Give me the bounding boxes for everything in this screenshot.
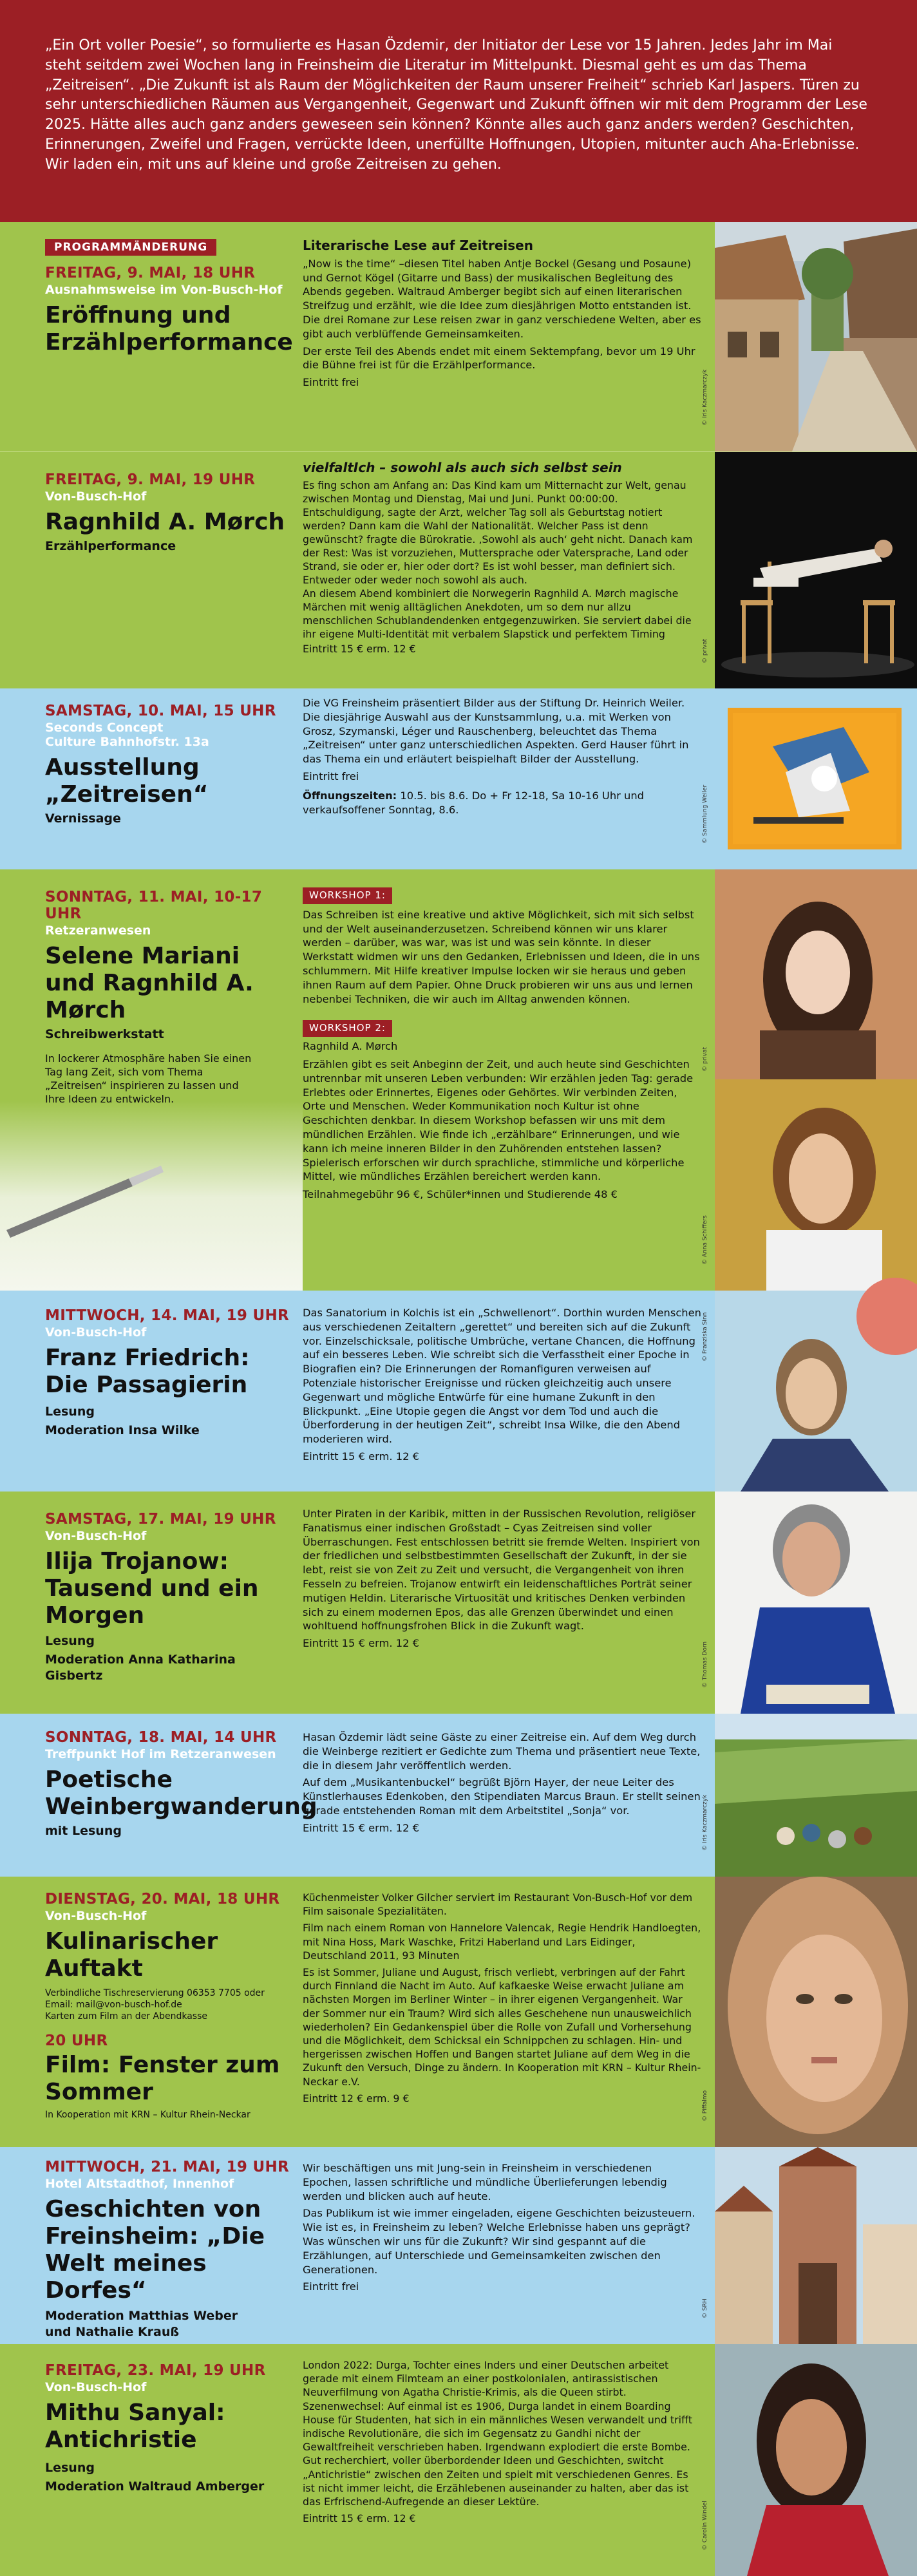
portrait-photos [702, 869, 917, 1291]
event-date: SAMSTAG, 17. MAI, 19 UHR [45, 1511, 276, 1528]
event-title: Franz Friedrich: Die Passagierin [45, 1345, 250, 1398]
event-place: Ausnahmsweise im Von-Busch-Hof [45, 283, 283, 297]
event-place: Treffpunkt Hof im Retzeranwesen [45, 1747, 276, 1761]
event-village-stories [0, 2147, 917, 2344]
photo-credit: © Sammlung Weiler [702, 784, 708, 844]
photo-credit: © Thomas Dorn [702, 1641, 708, 1688]
village-street-photo [702, 222, 917, 451]
event-text: Wir beschäftigen uns mit Jung-sein in Freinsheim in verschiedenen Epochen, lassen schriftliche und mündliche Überlieferungen lebendig werden und blicken auch auf heute. [303, 2162, 667, 2202]
event-reading-friedrich [0, 1291, 917, 1492]
event-place: Seconds Concept Culture Bahnhofstr. 13a [45, 721, 209, 749]
photo-credit: © Carolin Windel [702, 2501, 708, 2550]
event-time: 20 UHR [45, 2032, 108, 2049]
event-subtitle: Lesung [45, 1405, 95, 1419]
portrait-photo [702, 1291, 917, 1492]
reservation-text: Verbindliche Tischreservierung 06353 7705 oder [45, 1988, 265, 1998]
event-note: In lockerer Atmosphäre haben Sie einen Tag lang Zeit, sich vom Thema „Zeitreisen“ inspirieren zu lassen und Ihre Ideen zu entwickeln. [45, 1052, 252, 1105]
event-exhibition [0, 688, 917, 869]
event-date: SONNTAG, 11. MAI, 10-17 UHR [45, 889, 263, 922]
portrait-photo [702, 2344, 917, 2576]
event-title: Eröffnung und Erzählperformance [45, 302, 293, 355]
event-title: Mithu Sanyal: Antichristie [45, 2400, 225, 2453]
event-admission: Eintritt 15 € erm. 12 € [303, 1821, 419, 1834]
event-title: Poetische Weinbergwanderung [45, 1766, 317, 1820]
event-place: Von-Busch-Hof [45, 1909, 147, 1923]
event-title: Geschichten von Freinsheim: „Die Welt meines Dorfes“ [45, 2196, 265, 2304]
event-text: Hasan Özdemir lädt seine Gäste zu einer Zeitreise ein. Auf dem Weg durch die Weinberge rezitiert er Gedichte zum Thema und präsentiert neue Texte, die in diesem Jahr veröffentlich werden. [303, 1731, 701, 1772]
event-text: Küchenmeister Volker Gilcher serviert im Restaurant Von-Busch-Hof vor dem Film saisonale Spezialitäten. [303, 1891, 693, 1918]
event-admission: Eintritt 15 € erm. 12 € [303, 2512, 416, 2525]
photo-credit: © Franziska Sinn [702, 1312, 708, 1361]
portrait-photo [702, 1492, 917, 1714]
event-date: FREITAG, 23. MAI, 19 UHR [45, 2362, 266, 2379]
hours-label: Öffnungszeiten: [303, 789, 397, 802]
workshop-left-panel [0, 869, 303, 1291]
photo-credit: © SRH [702, 2298, 708, 2318]
event-subtitle: mit Lesung [45, 1824, 122, 1838]
workshop1-label: WORKSHOP 1: [303, 887, 392, 904]
event-moderation: Moderation Matthias Weber und Nathalie Krauß [45, 2309, 238, 2339]
photo-credit: © privat [702, 1046, 708, 1072]
event-text: An diesem Abend kombiniert die Norwegerin Ragnhild A. Mørch magische Märchen mit wenig alltäglichen Anekdoten, um so dem nur allzu menschlichen Schublandendenken entgegenzuwirken. Sie serviert dabei die ihr eigene Multi-Identität mit verbalem Slapstick und perfektem Timing [303, 587, 692, 640]
event-reading-trojanow [0, 1492, 917, 1714]
event-text: Der erste Teil des Abends endet mit einem Sektempfang, bevor um 19 Uhr die Bühne frei ist für die Erzählperformance. [303, 345, 695, 372]
event-admission: Eintritt frei [303, 376, 359, 389]
event-text: Film nach einem Roman von Hannelore Valencak, Regie Hendrik Handloegten, mit Nina Hoss, Mark Waschke, Fritzi Haberland und Lars Eidinger, Deutschland 2011, 93 Minuten [303, 1922, 701, 1962]
event-date: FREITAG, 9. MAI, 19 UHR [45, 471, 256, 488]
town-gate-photo [702, 2147, 917, 2344]
event-subtitle: Lesung [45, 1634, 95, 1648]
event-text: Das Sanatorium in Kolchis ist ein „Schwellenort“. Dorthin wurden Menschen aus verschiedenen Zeitaltern „gerettet“ und bereiten sich auf die Zukunft vor. Einzelschicksale, politische Umbrüche, vertane Chancen, die Hoffnung auf ein besseres Leben. Wie schreibt sich die Verfasstheit einer Epoche in Biografien ein? Die Erinnerungen der Romanfiguren verweisen auf Potenziale historischer Ereignisse und rücken gleichzeitig auch unsere Gegenwart und mögliche Entwürfe für eine humane Zukunft in den Blickpunkt. „Eine Utopie gegen die Angst vor dem Tod und auch die Überforderung in der heutigen Zeit“, schreibt Insa Wilke, die den Abend moderieren wird. [303, 1307, 701, 1446]
event-subtitle: Erzählperformance [45, 539, 176, 553]
event-text: Unter Piraten in der Karibik, mitten in der Russischen Revolution, religiöser Fanatismus einer indischen Großstadt – Cyas Zeitreisen sind voller Überraschungen. Fest entschlossen betritt sie fremde Welten. Inspiriert von der friedlichen und selbstbestimmten Gesellschaft der Zukunft, in der sie lebt, reist sie von Zeit zu Zeit und versucht, die Vergangenheit von ihren Fesseln zu befreien. Trojanow entwirft ein leidenschaftliches Porträt seiner mutigen Heldin. Literarische Virtuosität und kritisches Denken verbinden sich zu einem modernen Epos, das alle Grenzen überwindet und einen wohltuend hoffnungsfrohen Blick in die Zukunft wagt. [303, 1508, 700, 1633]
workshop2-label: WORKSHOP 2: [303, 1020, 392, 1037]
photo-credit: © Piffalmo [702, 2090, 708, 2121]
event-admission: Eintritt 15 € erm. 12 € [303, 1450, 419, 1463]
event-admission: Teilnahmegebühr 96 €, Schüler*innen und Studierende 48 € [303, 1188, 618, 1201]
reservation-email: Email: mail@von-busch-hof.de [45, 2000, 182, 2010]
event-text: Es fing schon am Anfang an: Das Kind kam um Mitternacht zur Welt, genau zwischen Montag und Dienstag, Mai und Juni. Punkt 00:00:00. Entschuldigung, sagte der Arzt, welcher Tag soll als Geburtstag notiert werden? Dann kam die Wahl der Nationalität. Welcher Pass ist denn gewünscht? fragte die Bürokratie. ‚Sowohl als auch‘ geht nicht. Danach kam der Rest: Was ist vorzuziehen, Muttersprache oder Vatersprache, Land oder Strand, sie oder er, hier oder dort? Es ist wohl besser, man definiert sich. Entweder oder weder noch sowohl als auch. [303, 479, 693, 586]
event-text: Auf dem „Musikantenbuckel“ begrüßt Björn Hayer, der neue Leiter des Künstlerhauses Edenkoben, den Stipendiaten Marcus Braun. Er stellt seinen gerade entstehenden Roman mit dem Arbeitstitel „Sonja“ vor. [303, 1776, 701, 1817]
workshop2-text: Erzählen gibt es seit Anbeginn der Zeit, und auch heute sind Geschichten untrennbar mit unseren Leben verbunden: Wir erzählen jeden Tag: gerade Erlebtes oder Erinnertes, Eigenes oder Gehörtes. Wir verbinden Zeiten, Orte und Menschen. Weder Kommunikation noch Kultur ist ohne Geschichten denkbar. In diesem Workshop befassen wir uns mit dem mündlichen Erzählen. Wie finde ich „erzählbare“ Erinnerungen, und wie kann ich meine inneren Bilder in den Zuhörenden entstehen lassen? Spielerisch erforschen wir durch sprachliche, stimmliche und körperliche Mittel, wie mündliches Erzählen bereichert werden kann. [303, 1057, 694, 1183]
event-workshop [0, 869, 917, 1291]
event-performance [0, 451, 917, 689]
event-place: Retzeranwesen [45, 923, 151, 938]
event-place: Von-Busch-Hof [45, 1529, 147, 1543]
event-date: MITTWOCH, 21. MAI, 19 UHR [45, 2159, 290, 2175]
event-admission: Eintritt 12 € erm. 9 € [303, 2092, 410, 2105]
event-moderation: Moderation Anna Katharina Gisbertz [45, 1653, 236, 1683]
event-title: Ilija Trojanow: Tausend und ein Morgen [45, 1548, 259, 1629]
program-change-badge: PROGRAMMÄNDERUNG [45, 239, 216, 256]
intro-banner [0, 0, 917, 222]
event-title: Ragnhild A. Mørch [45, 509, 285, 535]
event-title: Kulinarischer Auftakt [45, 1928, 218, 1982]
event-title: Film: Fenster zum Sommer [45, 2052, 280, 2105]
photo-credit: © Iris Kaczmarczyk [702, 369, 708, 426]
event-text: London 2022: Durga, Tochter eines Inders und einer Deutschen arbeitet gerade mit einem Filmteam an einer postkolonialen, antirassistischen Neuverfilmung von Agatha Christie-Krimis, als die Queen stirbt. Szenenwechsel: Auf einmal ist es 1906, Durga landet in einem Boarding House für Studenten, hat sich in ein männliches Wesen verwandelt und trifft indische Revolutionäre, die sich im Gegensatz zu Gandhi nicht der Gewaltfreiheit verschrieben haben. Irgendwann explodiert die erste Bombe. Gut recherchiert, voller überbordender Ideen und Geschichten, switcht „Antichristie“ zwischen den Zeiten und spielt mit verschiedenen Genres. Es ist nicht immer leicht, die Erzählebenen auseinander zu halten, aber das ist das Erfrischend-Aufregende an dieser Lektüre. [303, 2359, 693, 2508]
event-subtitle: Schreibwerkstatt [45, 1027, 164, 1041]
event-wine-walk [0, 1714, 917, 1877]
event-title: Selene Mariani und Ragnhild A. Mørch [45, 943, 254, 1023]
ticket-info: Karten zum Film an der Abendkasse [45, 2011, 207, 2022]
event-subtitle: Lesung [45, 2461, 95, 2475]
artwork-photo [702, 688, 917, 869]
cooperation-note: In Kooperation mit KRN – Kultur Rhein-Neckar [45, 2110, 251, 2120]
event-opening [0, 222, 917, 451]
workshop1-text: Das Schreiben ist eine kreative und aktive Möglichkeit, sich mit sich selbst und der Welt auseinanderzusetzen. Schreibend können wir uns klarer werden – darüber, was war, was ist und was sein könnte. In dieser Werkstatt widmen wir uns den Gedanken, Erlebnissen und Ideen, die in uns schlummern. Mit Hilfe kreativer Impulse locken wir sie heraus und geben ihnen Raum auf dem Papier. Ohne Druck probieren wir uns aus und lernen nebenbei Techniken, die wir auch im Alltag anwenden können. [303, 908, 700, 1005]
event-title: Ausstellung „Zeitreisen“ [45, 754, 209, 808]
event-text: Es ist Sommer, Juliane und August, frisch verliebt, verbringen auf der Fahrt durch Finnland die Nacht im Auto. Auf kafkaeske Weise erwacht Juliane am nächsten Morgen im Berliner Winter – in ihrer eigenen Vergangenheit. War der Sommer nur ein Traum? Wird sich alles Geschehene nun unausweichlich wiederholen? Ein Gedankenspiel über die Rolle von Zufall und Vorhersehung und die Möglichkeit, dem Schicksal ein Schnippchen zu schlagen. Hin- und hergerissen zwischen Hoffen und Bangen startet Juliane auf dem Weg in die Zukunft den Versuch, Dinge zu ändern. In Kooperation mit KRN – Kultur Rhein-Neckar e.V. [303, 1966, 701, 2088]
event-date: DIENSTAG, 20. MAI, 18 UHR [45, 1891, 280, 1908]
event-date: MITTWOCH, 14. MAI, 19 UHR [45, 1307, 290, 1324]
event-date: FREITAG, 9. MAI, 18 UHR [45, 265, 256, 281]
vineyard-photo [702, 1714, 917, 1877]
event-moderation: Moderation Waltraud Amberger [45, 2479, 265, 2494]
event-heading: Literarische Lese auf Zeitreisen [303, 238, 533, 253]
event-subtitle: Vernissage [45, 811, 121, 826]
event-reading-sanyal [0, 2344, 917, 2576]
event-admission: Eintritt frei [303, 770, 359, 782]
event-text: Das Publikum ist wie immer eingeladen, eigene Geschichten beizusteuern. Wie ist es, in Freinsheim zu leben? Welche Erlebnisse haben uns geprägt? Was wünschen wir uns für die Zukunft? Wir sind gespannt auf die Erzählungen, auf Unterschiede und Gemeinsamkeiten zwischen den Generationen. [303, 2207, 695, 2276]
event-admission: Eintritt frei [303, 2280, 359, 2293]
workshop2-name: Ragnhild A. Mørch [303, 1040, 398, 1053]
event-text: „Now is the time“ –diesen Titel haben Antje Bockel (Gesang und Posaune) und Gernot Kögel (Gitarre und Bass) der musikalischen Begleitung des Abends gegeben. Waltraud Amberger begibt sich auf einen literarischen Streifzug und erzählt, wie die Idee zum diesjährigen Motto entstanden ist. Die drei Romane zur Lese reisen zwar in ganz verschiedene Welten, aber es gibt auch verblüffende Gemeinsamkeiten. [303, 257, 701, 340]
event-date: SAMSTAG, 10. MAI, 15 UHR [45, 703, 276, 719]
event-place: Von-Busch-Hof [45, 1325, 147, 1340]
event-place: Von-Busch-Hof [45, 489, 147, 504]
film-still-photo [702, 1877, 917, 2147]
event-place: Von-Busch-Hof [45, 2380, 147, 2394]
performer-photo [702, 452, 917, 689]
photo-credit: © privat [702, 638, 708, 663]
opening-hours: 10.5. bis 8.6. Do + Fr 12-18, Sa 10-16 Uhr und verkaufsoffener Sonntag, 8.6. [303, 789, 644, 816]
event-admission: Eintritt 15 € erm. 12 € [303, 1637, 419, 1650]
event-place: Hotel Altstadthof, Innenhof [45, 2177, 234, 2191]
photo-credit: © Iris Kaczmarczyk [702, 1794, 708, 1851]
intro-text: „Ein Ort voller Poesie“, so formulierte es Hasan Özdemir, der Initiator der Lese vor 15 Jahren. Jedes Jahr im Mai steht seitdem zwei Wochen lang in Freinsheim die Literatur im Mittelpunkt. Diesmal geht es um das Thema „Zeitreisen“. „Die Zukunft ist als Raum der Möglichkeiten der Raum unserer Freiheit“ schrieb Karl Jaspers. Türen zu sehr unterschiedlichen Räumen aus Vergangenheit, Gegenwart und Zukunft öffnen wir mit dem Programm der Lese 2025. Hätte alles auch ganz anders geweseen sein können? Könnte alles auch ganz anders werden? Geschichten, Erinnerungen, Zweifel und Fragen, verrückte Ideen, unerfüllte Hoffnungen, Utopien, mitunter auch Aha-Erlebnisse. Wir laden ein, mit uns auf kleine und große Zeitreisen zu gehen. [45, 37, 867, 173]
event-heading: vielfaltIch – sowohl als auch sich selbst sein [303, 460, 622, 475]
event-moderation: Moderation Insa Wilke [45, 1423, 200, 1437]
event-admission: Eintritt 15 € erm. 12 € [303, 643, 416, 655]
event-date: SONNTAG, 18. MAI, 14 UHR [45, 1729, 277, 1746]
photo-credit: © Anna Schiffers [702, 1215, 708, 1265]
event-text: Die VG Freinsheim präsentiert Bilder aus der Stiftung Dr. Heinrich Weiler. Die diesjährige Auswahl aus der Kunstsammlung, u.a. mit Werken von Grosz, Szymanski, Léger und Rauschenberg, beleuchtet das Thema „Zeitreisen“ unter ganz unterschiedlichen Aspekten. Gerd Hauser führt in das Thema ein und erläutert beispielhaft Bilder der Ausstellung. [303, 697, 689, 766]
event-culinary-film [0, 1877, 917, 2147]
